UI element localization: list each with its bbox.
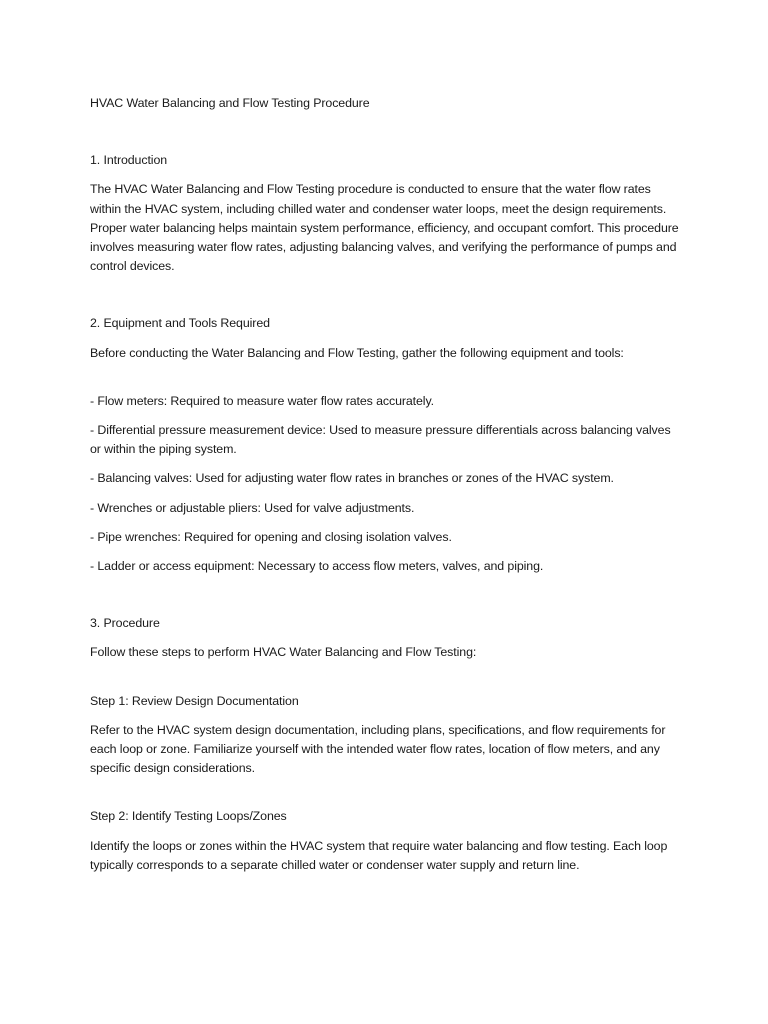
equipment-list	[90, 392, 680, 576]
section-2-heading: 2. Equipment and Tools Required	[90, 316, 270, 331]
list-item: - Balancing valves: Used for adjusting water flow rates in branches or zones of the HVAC system.	[90, 471, 614, 486]
section-2-intro: Before conducting the Water Balancing and Flow Testing, gather the following equipment and tools:	[90, 345, 624, 360]
list-item: - Pipe wrenches: Required for opening and closing isolation valves.	[90, 529, 452, 544]
step-1-body: Refer to the HVAC system design documentation, including plans, specifications, and flow requirements for each loop or zone. Familiarize yourself with the intended water flow rates, location of flow meters, and any specific design considerations.	[90, 722, 666, 776]
list-item: - Differential pressure measurement device: Used to measure pressure differentials across balancing valves or within the piping system.	[90, 423, 671, 457]
section-3-intro: Follow these steps to perform HVAC Water Balancing and Flow Testing:	[90, 645, 477, 660]
list-item: - Flow meters: Required to measure water flow rates accurately.	[90, 393, 434, 408]
section-1-heading: 1. Introduction	[90, 153, 168, 168]
document-body	[90, 94, 680, 885]
section-1-body: The HVAC Water Balancing and Flow Testing procedure is conducted to ensure that the water flow rates within the HVAC system, including chilled water and condenser water loops, meet the design requirements. Proper water balancing helps maintain system performance, efficiency, and occupant comfort. This procedure involves measuring water flow rates, adjusting balancing valves, and verifying the performance of pumps and control devices.	[90, 182, 679, 274]
step-1-heading: Step 1: Review Design Documentation	[90, 693, 299, 708]
document-title: HVAC Water Balancing and Flow Testing Procedure	[90, 96, 370, 110]
list-item: - Wrenches or adjustable pliers: Used for valve adjustments.	[90, 500, 415, 515]
step-2-body: Identify the loops or zones within the HVAC system that require water balancing and flow testing. Each loop typically corresponds to a separate chilled water or condenser water supply and return line.	[90, 838, 668, 872]
list-item: - Ladder or access equipment: Necessary to access flow meters, valves, and piping.	[90, 559, 544, 574]
step-2-heading: Step 2: Identify Testing Loops/Zones	[90, 809, 287, 824]
section-3-heading: 3. Procedure	[90, 616, 160, 631]
